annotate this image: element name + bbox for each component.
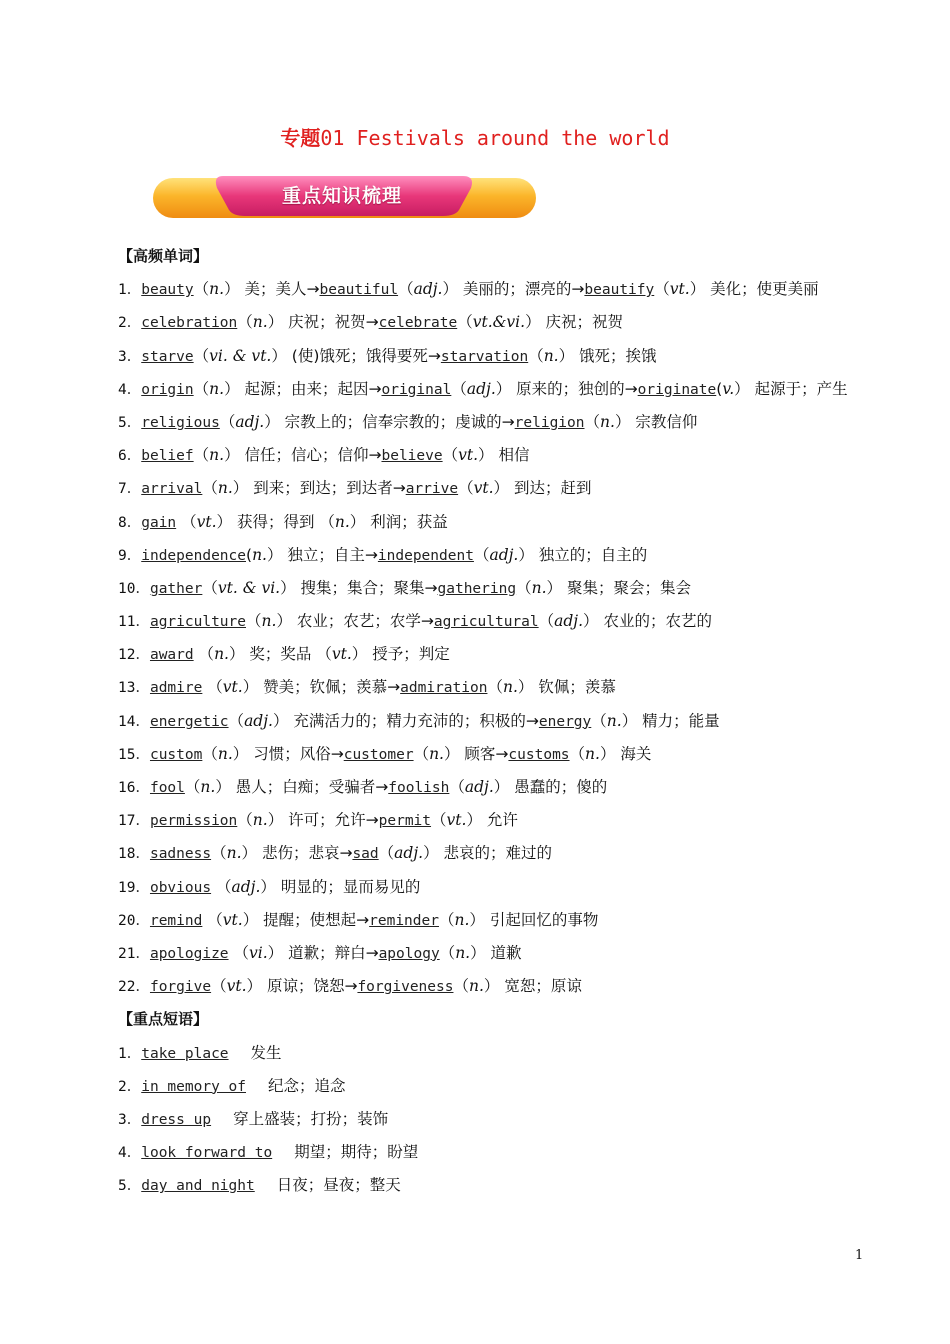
definition-text: ） 许可；允许→	[267, 811, 379, 830]
phrase-text: look forward to	[141, 1145, 273, 1162]
definition-text: ） 顾客→	[444, 744, 509, 763]
part-of-speech: adj.	[231, 877, 261, 896]
item-number: 17．	[118, 813, 150, 830]
vocab-word: apologize	[149, 945, 229, 962]
vocab-word: origin	[141, 381, 194, 398]
banner-label: 重点知识梳理	[281, 185, 402, 207]
definition-text: （	[202, 578, 218, 597]
definition-text: ） 起源于；产生	[734, 379, 848, 398]
vocab-item	[118, 837, 878, 870]
definition-text: （	[193, 346, 210, 365]
part-of-speech: n.	[429, 744, 444, 763]
definition-text: ） 提醒；使想起→	[242, 910, 370, 929]
vocab-item	[118, 771, 878, 804]
vocab-item	[118, 638, 878, 671]
part-of-speech: n.	[531, 578, 547, 597]
item-number: 3．	[118, 348, 142, 365]
definition-text: ） 愚人；白痴；受骗者→	[215, 778, 389, 796]
part-of-speech: n.	[455, 943, 471, 962]
vocab-word: custom	[149, 746, 203, 763]
definition-text: （	[584, 412, 601, 431]
definition-text: ） 引起回忆的事物	[469, 910, 599, 929]
item-number: 21．	[118, 945, 150, 962]
item-number: 4．	[118, 1145, 142, 1162]
definition-text: （	[654, 280, 670, 299]
item-number: 5．	[118, 414, 142, 431]
vocab-item	[118, 738, 878, 771]
item-number: 1．	[118, 282, 142, 299]
part-of-speech: n.	[252, 313, 268, 332]
definition-text: （	[184, 778, 201, 796]
vocab-word: belief	[141, 448, 194, 465]
part-of-speech: v.	[722, 379, 735, 398]
item-number: 6．	[118, 448, 142, 465]
item-number: 7．	[118, 481, 142, 498]
part-of-speech: vt.	[458, 446, 479, 465]
definition-text: ） 授予；判定	[351, 645, 450, 664]
vocab-word: admiration	[400, 680, 488, 697]
definition-text: ） 庆祝；祝贺	[525, 313, 624, 332]
part-of-speech: adj.	[235, 412, 265, 431]
part-of-speech: n.	[468, 977, 484, 996]
definition-text: ） 海关	[599, 744, 652, 763]
vocab-item	[118, 539, 878, 572]
page-title	[0, 122, 950, 151]
phrase-heading: 【重点短语】	[118, 1010, 209, 1029]
vocab-word: reminder	[369, 912, 439, 929]
vocab-word: forgiveness	[357, 979, 454, 996]
item-number: 10．	[118, 580, 150, 597]
phrase-meaning: 期望；期待；盼望	[294, 1143, 419, 1162]
part-of-speech: vi. & vt.	[209, 346, 272, 365]
phrase-text: in memory of	[141, 1078, 246, 1095]
part-of-speech: n.	[261, 612, 277, 631]
vocab-word: beauty	[141, 282, 194, 299]
definition-text: ） 利润；获益	[349, 512, 448, 531]
definition-text: （	[193, 645, 215, 664]
vocab-word: permit	[378, 813, 432, 830]
definition-text: （	[193, 446, 210, 465]
definition-text: ） 庆祝；祝贺→	[267, 313, 379, 332]
vocab-item	[118, 904, 878, 937]
title-cn: 专题	[280, 126, 321, 150]
definition-text: （	[228, 943, 249, 962]
item-number: 20．	[118, 912, 150, 929]
definition-text: ） 饿死；挨饿	[558, 346, 657, 365]
phrase-item	[118, 1136, 878, 1169]
definition-text: （	[449, 778, 465, 796]
part-of-speech: adj.	[464, 778, 494, 796]
phrase-meaning: 穿上盛装；打扮；装饰	[233, 1109, 389, 1128]
definition-text: （	[569, 744, 586, 763]
definition-text: （	[538, 612, 555, 631]
vocab-word: independence	[141, 547, 246, 564]
definition-text: ） 道歉	[470, 943, 522, 962]
definition-text: （	[457, 313, 473, 332]
vocab-word: sadness	[149, 846, 212, 863]
part-of-speech: n.	[226, 844, 242, 863]
definition-text: （	[237, 811, 253, 830]
definition-text: （	[591, 711, 607, 730]
item-number: 4．	[118, 381, 142, 398]
definition-text: ） 起源；由来；起因→	[224, 379, 382, 398]
vocab-word: gathering	[437, 580, 517, 597]
part-of-speech: n.	[209, 379, 225, 398]
definition-text: ） 到达；赶到	[493, 479, 592, 498]
phrase-list	[118, 1037, 878, 1203]
phrase-text: dress up	[141, 1111, 212, 1128]
title-en: 01 Festivals around the world	[320, 126, 670, 150]
vocab-item	[118, 970, 878, 1003]
phrase-item	[118, 1037, 878, 1070]
item-number: 13．	[118, 680, 150, 697]
part-of-speech: n.	[454, 910, 470, 929]
part-of-speech: n.	[252, 545, 267, 564]
item-number: 9．	[118, 547, 142, 564]
vocab-word: award	[149, 647, 194, 664]
definition-text: ） 相信	[478, 446, 530, 465]
vocab-list	[118, 273, 878, 1003]
part-of-speech: adj.	[413, 280, 443, 299]
vocab-heading: 【高频单词】	[118, 247, 209, 265]
part-of-speech: n.	[600, 412, 615, 431]
vocab-word: agricultural	[433, 614, 539, 631]
vocab-word: starve	[141, 348, 194, 365]
vocab-word: gather	[149, 580, 203, 597]
vocab-word: original	[381, 381, 452, 398]
definition-text: ） 道歉；辩白→	[267, 943, 379, 962]
definition-text: ） 原谅；饶恕→	[246, 977, 358, 996]
vocab-word: customs	[508, 746, 570, 763]
part-of-speech: n.	[209, 446, 225, 465]
vocab-item	[118, 705, 878, 738]
vocab-word: believe	[381, 448, 443, 465]
item-number: 1．	[118, 1045, 142, 1062]
definition-text: ） 获得；得到 （	[216, 512, 335, 531]
part-of-speech: vt.	[331, 645, 352, 664]
vocab-word: agriculture	[149, 614, 246, 631]
definition-text: ） 美化；使更美丽	[689, 280, 819, 299]
vocab-item	[118, 937, 878, 970]
vocab-item	[118, 439, 878, 472]
definition-text: （	[237, 313, 253, 332]
vocab-word: beautify	[584, 282, 655, 299]
part-of-speech: vt.	[222, 910, 243, 929]
definition-text: (	[716, 379, 723, 398]
vocab-word: forgive	[149, 979, 212, 996]
part-of-speech: n.	[217, 744, 233, 763]
part-of-speech: adj.	[466, 379, 496, 398]
definition-text: （	[473, 545, 490, 564]
definition-text: ） 奖；奖品 （	[228, 645, 332, 664]
vocab-word: sad	[352, 846, 379, 863]
definition-text: ） 悲哀的；难过的	[423, 844, 552, 863]
phrase-meaning: 发生	[250, 1043, 282, 1062]
definition-text: ） 精力；能量	[621, 711, 720, 730]
vocab-item	[118, 340, 878, 373]
definition-text: （	[211, 877, 232, 896]
part-of-speech: vi.	[248, 943, 268, 962]
definition-text: ） 聚集；聚会；集会	[546, 578, 691, 597]
phrase-text: take place	[141, 1045, 229, 1062]
phrase-meaning: 纪念；追念	[268, 1076, 346, 1095]
definition-text: （	[228, 711, 245, 730]
vocab-word: customer	[343, 746, 414, 763]
part-of-speech: vt.	[196, 512, 217, 531]
definition-text: （	[413, 744, 430, 763]
item-number: 11．	[118, 614, 150, 631]
definition-text: (	[246, 545, 253, 564]
vocab-item	[118, 406, 878, 439]
definition-text: ） 信任；信心；信仰→	[224, 446, 382, 465]
vocab-word: energy	[538, 713, 592, 730]
definition-text: （	[458, 479, 474, 498]
vocab-word: foolish	[388, 780, 450, 796]
definition-text: ） 原来的；独创的→	[495, 379, 638, 398]
vocab-word: independent	[377, 547, 474, 564]
definition-text: ） 到来；到达；到达者→	[232, 479, 406, 498]
vocab-word: obvious	[149, 879, 212, 896]
part-of-speech: n.	[200, 778, 216, 796]
item-number: 2．	[118, 1078, 142, 1095]
definition-text: ） 充满活力的；精力充沛的；积极的→	[272, 711, 539, 730]
vocab-word: celebrate	[378, 315, 458, 332]
definition-text: （	[528, 346, 544, 365]
definition-text: （	[438, 910, 455, 929]
vocab-word: gain	[141, 514, 177, 531]
definition-text: （	[193, 280, 210, 299]
vocab-item	[118, 506, 878, 539]
definition-text: （	[176, 512, 197, 531]
vocab-item	[118, 373, 878, 406]
definition-text: ） 允许	[466, 811, 518, 830]
part-of-speech: vt.&vi.	[472, 313, 526, 332]
definition-text: ） 钦佩；羡慕	[517, 678, 616, 697]
part-of-speech: n.	[502, 678, 518, 697]
definition-text: （	[442, 446, 459, 465]
vocab-word: beautiful	[319, 282, 399, 299]
definition-text: ） 农业的；农艺的	[583, 612, 712, 631]
definition-text: ） 宽恕；原谅	[483, 977, 582, 996]
vocab-item	[118, 572, 878, 605]
item-number: 15．	[118, 746, 150, 763]
item-number: 19．	[118, 879, 150, 896]
item-number: 14．	[118, 713, 150, 730]
part-of-speech: vt.	[669, 280, 690, 299]
definition-text: （	[439, 943, 456, 962]
phrase-item	[118, 1169, 878, 1202]
item-number: 12．	[118, 647, 150, 664]
definition-text: （	[202, 678, 223, 697]
part-of-speech: vt. & vi.	[217, 578, 281, 597]
part-of-speech: vt.	[473, 479, 494, 498]
definition-text: （	[487, 678, 503, 697]
definition-text: ） 宗教上的；信奉宗教的；虔诚的→	[264, 412, 515, 431]
item-number: 5．	[118, 1178, 142, 1195]
vocab-word: starvation	[440, 348, 529, 365]
phrase-text: day and night	[141, 1178, 255, 1195]
vocab-word: energetic	[149, 713, 229, 730]
vocab-word: fool	[149, 780, 185, 796]
phrase-item	[118, 1070, 878, 1103]
vocab-word: religion	[514, 414, 585, 431]
part-of-speech: vt.	[226, 977, 247, 996]
part-of-speech: n.	[585, 744, 600, 763]
definition-text: （	[202, 744, 218, 763]
part-of-speech: adj.	[554, 612, 584, 631]
part-of-speech: n.	[334, 512, 350, 531]
vocab-item	[118, 605, 878, 638]
item-number: 3．	[118, 1111, 142, 1128]
vocab-item	[118, 273, 878, 306]
definition-text: （	[211, 844, 227, 863]
definition-text: ） 习惯；风俗→	[232, 744, 344, 763]
definition-text: ） 搜集；集合；聚集→	[280, 578, 438, 597]
vocab-word: permission	[149, 813, 238, 830]
vocab-item	[118, 671, 878, 704]
definition-text: （	[378, 844, 395, 863]
item-number: 22．	[118, 979, 150, 996]
definition-text: ） 明显的；显而易见的	[260, 877, 421, 896]
definition-text: （	[219, 412, 236, 431]
definition-text: ） 独立的；自主的	[518, 545, 648, 564]
definition-text: ） 独立；自主→	[266, 545, 378, 564]
definition-text: （	[211, 977, 227, 996]
part-of-speech: n.	[217, 479, 233, 498]
item-number: 2．	[118, 315, 142, 332]
vocab-item	[118, 306, 878, 339]
definition-text: ） 宗教信仰	[614, 412, 698, 431]
definition-text: ） (使)饿死；饿得要死→	[271, 346, 441, 365]
vocab-word: originate	[637, 381, 717, 398]
vocab-word: religious	[141, 414, 220, 431]
content	[118, 240, 878, 1202]
definition-text: （	[431, 811, 447, 830]
definition-text: （	[451, 379, 467, 398]
definition-text: ） 悲伤；悲哀→	[241, 844, 353, 863]
vocab-item	[118, 804, 878, 837]
part-of-speech: n.	[606, 711, 622, 730]
definition-text: （	[398, 280, 414, 299]
definition-text: ） 美；美人→	[224, 280, 320, 299]
vocab-word: remind	[149, 912, 203, 929]
vocab-word: admire	[149, 680, 203, 697]
page-number: 1	[855, 1248, 864, 1263]
part-of-speech: n.	[252, 811, 268, 830]
definition-text: （	[453, 977, 469, 996]
item-number: 18．	[118, 846, 150, 863]
definition-text: ） 愚蠢的；傻的	[493, 778, 608, 796]
part-of-speech: adj.	[394, 844, 424, 863]
vocab-item	[118, 472, 878, 505]
vocab-word: celebration	[141, 315, 238, 332]
part-of-speech: adj.	[489, 545, 519, 564]
part-of-speech: vt.	[446, 811, 467, 830]
part-of-speech: n.	[214, 645, 229, 664]
vocab-word: arrive	[405, 481, 459, 498]
definition-text: ） 农业；农艺；农学→	[276, 612, 434, 631]
phrase-meaning: 日夜；昼夜；整天	[276, 1176, 401, 1195]
definition-text: （	[202, 479, 218, 498]
part-of-speech: n.	[209, 280, 225, 299]
part-of-speech: adj.	[244, 711, 273, 730]
definition-text: ） 美丽的；漂亮的→	[442, 280, 585, 299]
vocab-item	[118, 871, 878, 904]
part-of-speech: n.	[543, 346, 559, 365]
vocab-word: arrival	[141, 481, 203, 498]
definition-text: （	[193, 379, 210, 398]
vocab-word: apology	[378, 945, 440, 962]
definition-text: （	[516, 578, 532, 597]
part-of-speech: vt.	[222, 678, 243, 697]
definition-text: ） 赞美；钦佩；羡慕→	[242, 678, 401, 697]
phrase-item	[118, 1103, 878, 1136]
definition-text: （	[246, 612, 262, 631]
item-number: 8．	[118, 514, 142, 531]
item-number: 16．	[118, 780, 150, 796]
definition-text: （	[202, 910, 223, 929]
